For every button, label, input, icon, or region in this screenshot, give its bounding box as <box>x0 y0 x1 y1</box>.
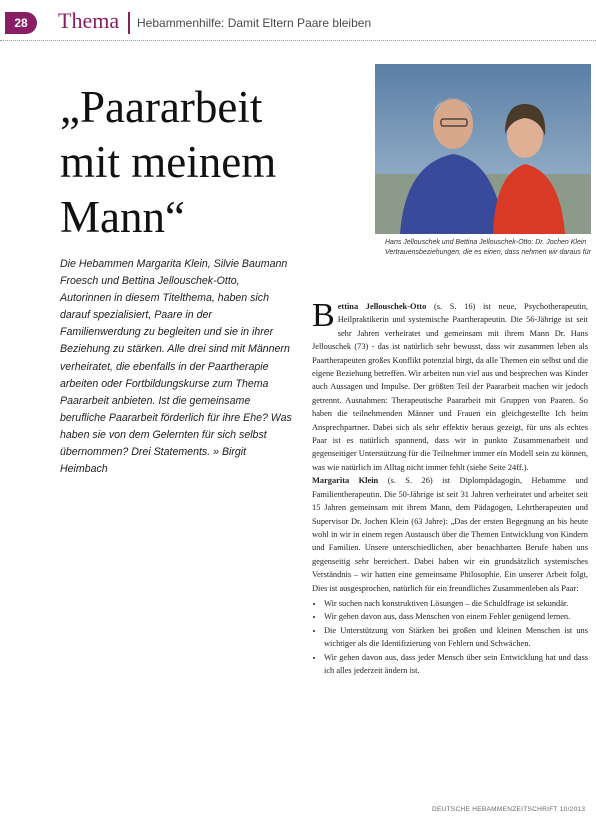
list-item: • Die Unterstützung von Stärken bei großen und kleinen Menschen ist uns wichtiger als die Identifizierung von Fehlern und Schwächen. <box>324 624 588 651</box>
header-subtitle: Hebammenhilfe: Damit Eltern Paare bleiben <box>137 16 372 30</box>
top-rule <box>0 40 596 41</box>
couple-photo <box>375 64 591 234</box>
list-item: • Wir gehen davon aus, dass Menschen von einem Fehler genügend lernen. <box>324 610 588 623</box>
footer-journal: DEUTSCHE HEBAMMENZEITSCHRIFT 10/2013 <box>432 806 586 813</box>
headline <box>60 80 360 245</box>
name-margarita: Margarita Klein <box>312 476 379 486</box>
intro-author: » Birgit Heimbach <box>60 446 247 476</box>
page-number-badge <box>5 12 37 34</box>
name-bettina: ettina Jellouschek-Otto <box>337 302 427 311</box>
list-item: • Wir suchen nach konstruktiven Lösungen – die Schuldfrage ist sekundär. <box>324 597 588 610</box>
headline-line-1: „Paararbeit <box>60 82 263 132</box>
paragraph-2-text: (s. S. 26) ist Diplompädagogin, Hebamme und Familientherapeutin. Die 50-Jährige ist seit 31 Jahren verheiratet und arbeitet seit 15 Jahren gemeinsam mit ihrem Mann, dem Pädagogen, Lehrtherapeuten und Supervisor Dr. Jochen Klein (63 Jahre): „Das der ersten Begegnung an bis heute wohl in wir in einem regen Austausch über die Themen Entwicklung von Kindern und Familien. Unsere unterschiedlichen, aber benachbarten Berufe haben uns gegenseitig sehr bereichert. Dabei haben wir ein grundsätzlich systemisches Verständnis – wir hatten eine gemeinsame Philosophie. Ein unserer Arbeit folgt, Dies ist ausgesprochen, natürlich für ein freundliches Zusammenleben als Paar: <box>312 476 588 593</box>
intro-text <box>60 256 292 478</box>
header-divider <box>128 12 130 34</box>
intro-body: Die Hebammen Margarita Klein, Silvie Baumann Froesch und Bettina Jellouschek-Otto, Autorinnen in diesem Titelthema, haben sich darauf spezialisiert, Paare in der Familienwerdung zu begleiten und sie in ihrer Beziehung zu stärken. Alle drei sind mit Männern verheiratet, die ebenfalls in der Paartherapie arbeiten oder Fortbildungskurse zum Thema Paararbeit anbieten. Ist die gemeinsame berufliche Paararbeit förderlich für ihre Ehe? Was haben sie von dem Gelernten für sich selbst übernommen? Drei Statements. <box>60 258 292 459</box>
headline-line-3: Mann“ <box>60 192 185 242</box>
drop-cap: B <box>312 297 335 334</box>
paragraph-1 <box>312 297 589 474</box>
list-item: • Wir gehen davon aus, dass jeder Mensch über sein Entwicklung hat und dass ich alles jederzeit ändern ist. <box>324 651 588 678</box>
page-number: 28 <box>14 16 28 30</box>
bullet-list <box>312 597 588 677</box>
article-body <box>312 297 589 677</box>
headline-line-2: mit meinem <box>60 137 277 187</box>
paragraph-1-text: (s. S. 16) ist neue, Psychotherapeutin, Heilpraktikerin und systemische Paartherapeutin. Die 56-Jährige ist seit sehr Jahren verheiratet und gemeinsam mit ihrem Mann Dr. Hans Jellouschek (73) - das ist natürlich sehr bewusst, dass wir zusammen leben als Paartherapeuten großes Konflikt potenzial birgt, da alle Themen ein selbst und die eigene Beziehung betreffen. Wir arbeiten nun viel aus und besprechen was Kinder auch Aussagen und Impulse. Der größten Teil der Paararbeit machen wir jedoch getrennt. Ausnahmen: Therapeutische Paararbeit mit Gruppen von Paaren. So haben die teilnehmenden Männer und Frauen ein gleichgestellte Ich beim Ansprechpartner. Dabei sich als sehr effektiv heraus gezeigt, für uns als echtes Paar ist es natürlich spannend, dass wir in punkto Zusammenarbeit und gegenseitiger Unterstützung für die Teilnehmer immer ein Modell sein zu können, was wie natürlich im Alltag nicht immer fehlt (siehe Seite 24ff.). <box>312 302 589 472</box>
photo-caption: Hans Jellouschek und Bettina Jellouschek-Otto: Dr. Jochen Klein Vertrauensbeziehungen, die es einen, dass nehmen wir daraus für <box>385 239 591 256</box>
section-title: Thema <box>58 8 120 33</box>
paragraph-2 <box>312 474 588 595</box>
